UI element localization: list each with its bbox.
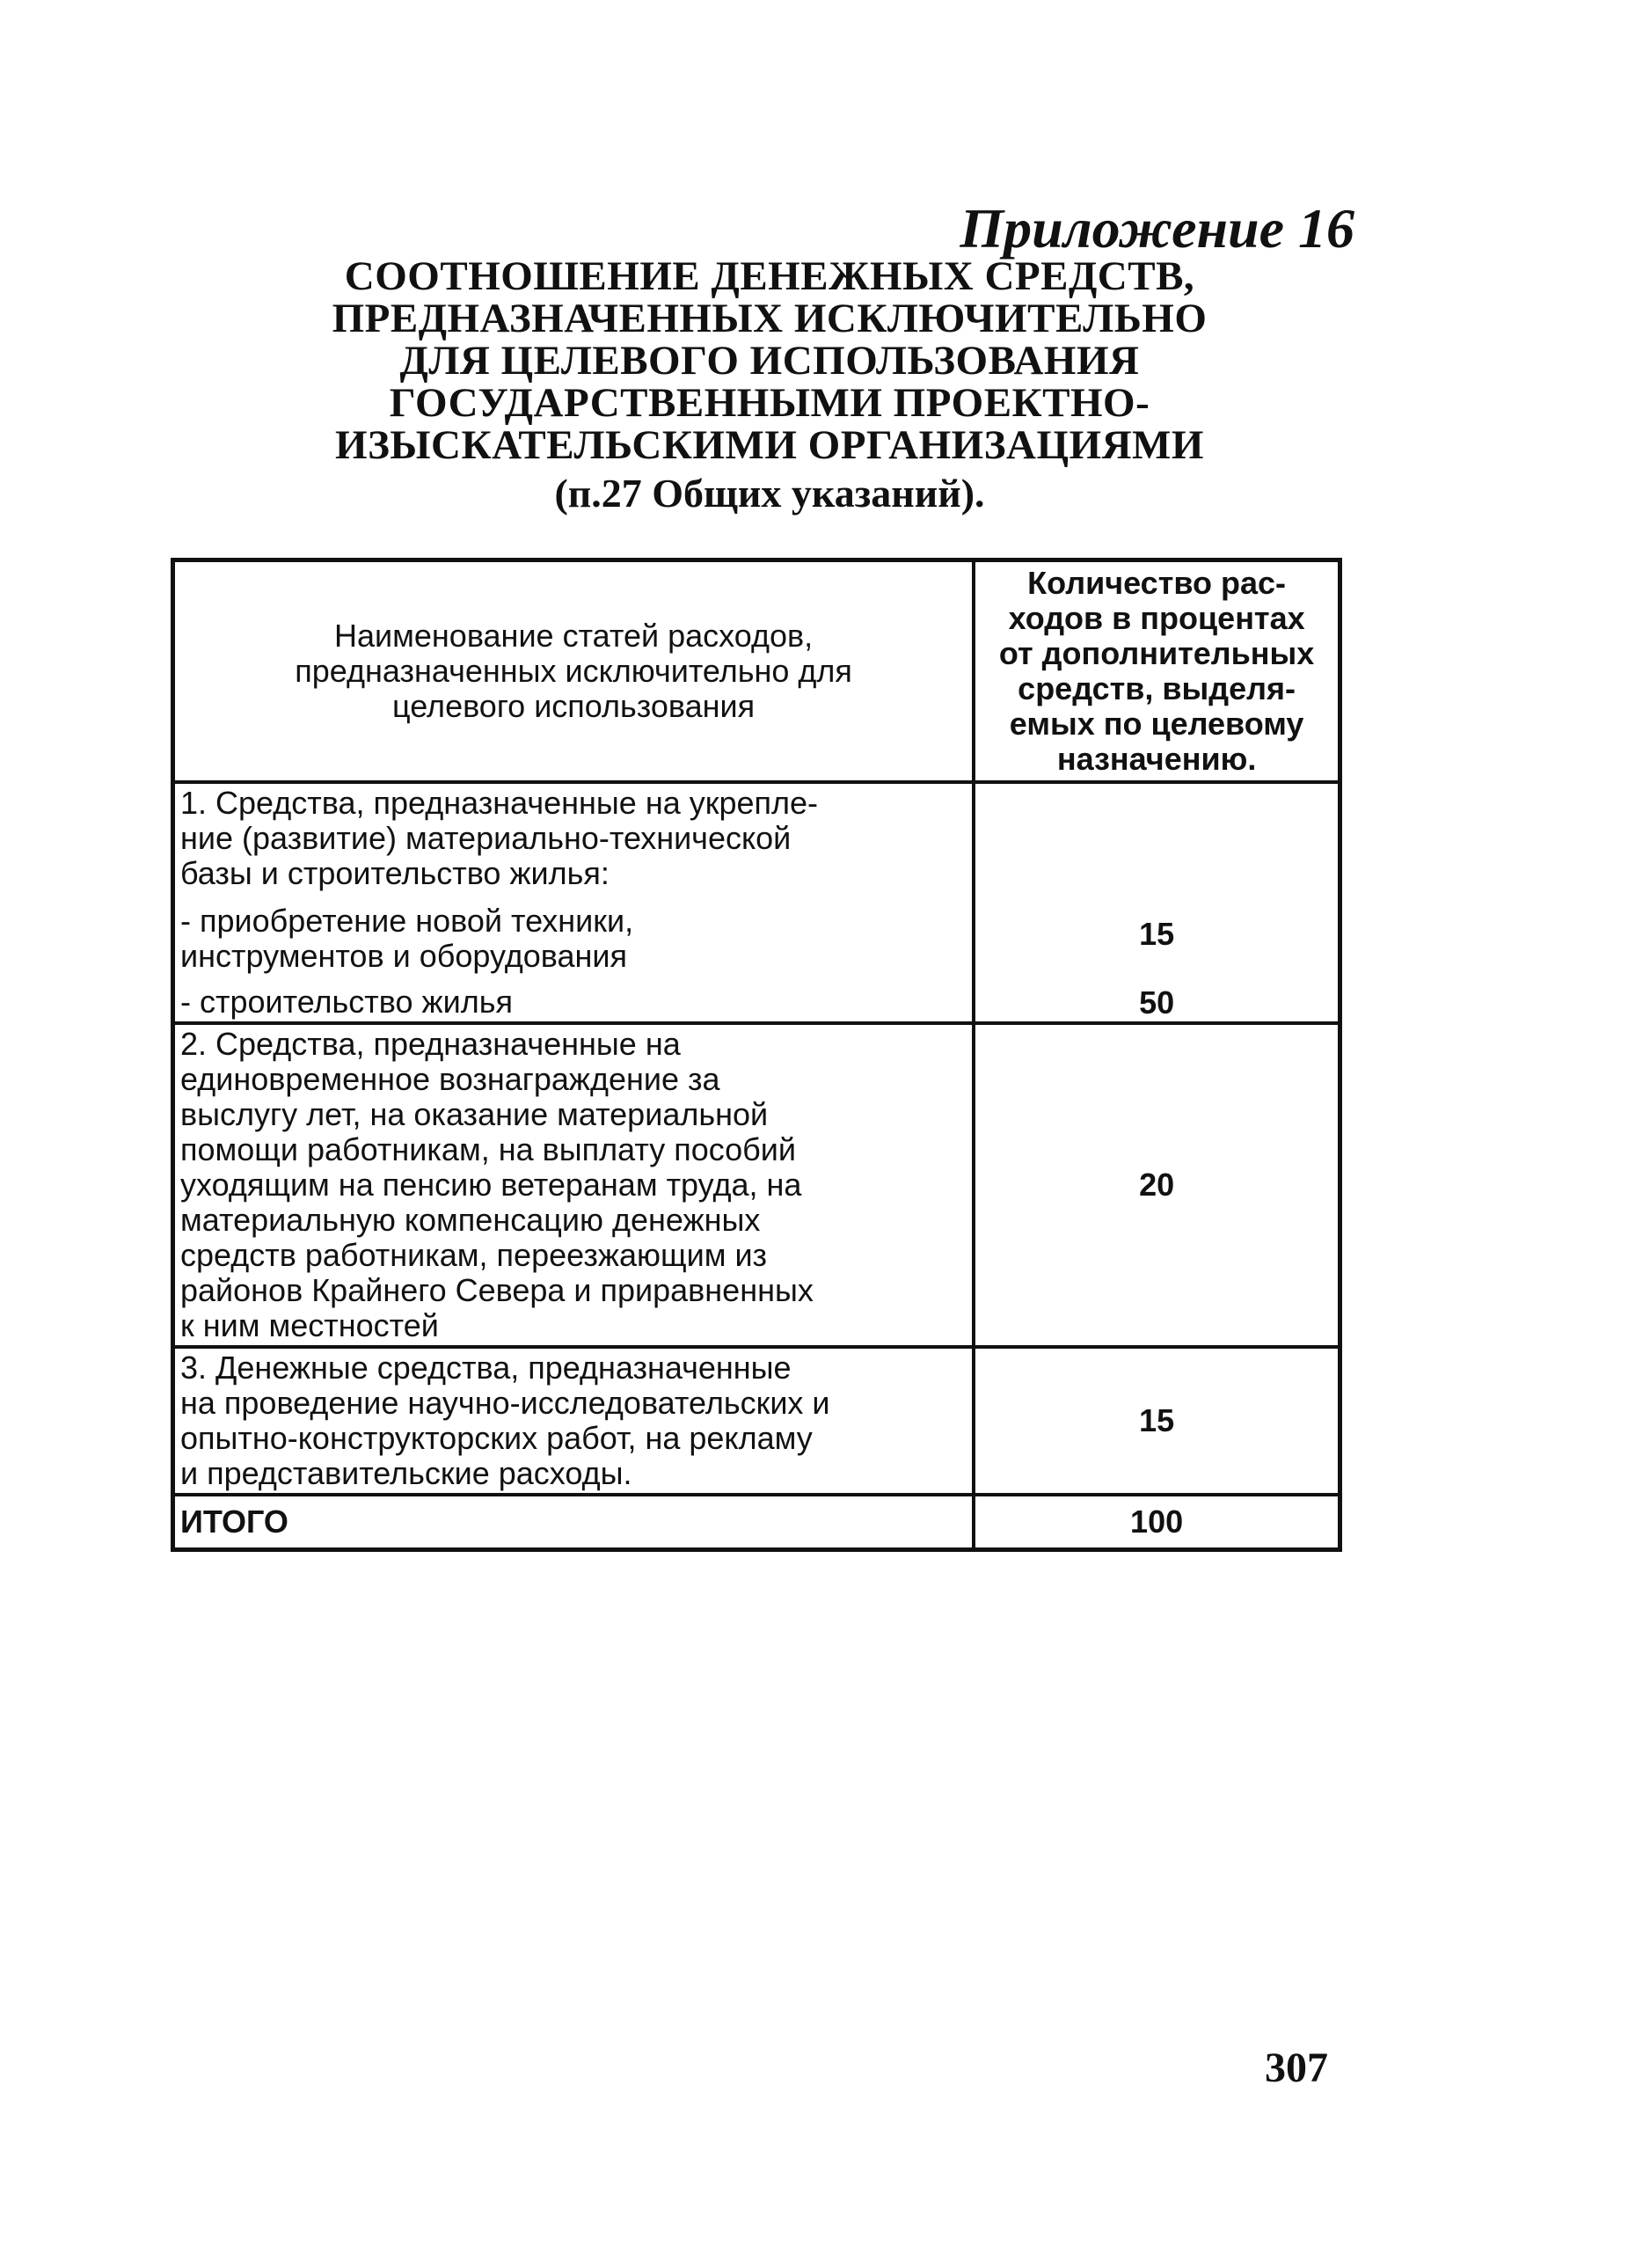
table-header-row: [173, 560, 1340, 783]
table-row: [173, 893, 1340, 976]
title-line: СООТНОШЕНИЕ ДЕНЕЖНЫХ СРЕДСТВ,: [344, 253, 1195, 299]
page-number: 307: [1265, 2045, 1328, 2091]
allocation-table-wrapper: [171, 558, 1342, 1552]
total-label: ИТОГО: [173, 1495, 975, 1550]
row-value: 50: [974, 976, 1340, 1023]
title-line: ПРЕДНАЗНАЧЕННЫХ ИСКЛЮЧИТЕЛЬНО: [332, 296, 1208, 341]
row-label-line: - строительство жилья: [180, 984, 513, 1020]
header-line: назначению.: [1056, 741, 1257, 777]
row-label-line: единовременное вознаграждение за: [180, 1061, 720, 1097]
header-line: от дополнительных: [998, 635, 1315, 671]
document-title: [237, 255, 1302, 466]
row-label-line: ние (развитие) материально-технической: [180, 820, 792, 856]
table-row: [173, 1023, 1340, 1347]
row-label-line: средств работникам, переезжающим из: [180, 1237, 768, 1273]
row-label-line: инструментов и оборудования: [180, 938, 628, 974]
table-total-row: [173, 1495, 1340, 1550]
header-line: предназначенных исключительно для: [295, 653, 852, 689]
header-line: Количество рас-: [1027, 565, 1286, 601]
row-label-line: на проведение научно-исследовательских и: [180, 1385, 830, 1421]
row-label: [173, 976, 975, 1023]
table-row: [173, 1347, 1340, 1495]
title-line: ГОСУДАРСТВЕННЫМИ ПРОЕКТНО-: [389, 380, 1150, 426]
row-label-line: уходящим на пенсию ветеранам труда, на: [180, 1167, 802, 1203]
allocation-table: [171, 558, 1342, 1552]
title-line: ДЛЯ ЦЕЛЕВОГО ИСПОЛЬЗОВАНИЯ: [399, 338, 1140, 384]
row-label-line: 3. Денежные средства, предназначенные: [180, 1350, 792, 1386]
row-value: 15: [974, 893, 1340, 976]
row-label: [173, 1347, 975, 1495]
row-label-line: опытно-конструкторских работ, на рекламу: [180, 1420, 813, 1456]
row-label-line: - приобретение новой техники,: [180, 903, 634, 939]
row-label-line: базы и строительство жилья:: [180, 855, 610, 891]
row-value: [974, 782, 1340, 893]
header-line: Наименование статей расходов,: [334, 618, 814, 654]
row-label-line: районов Крайнего Севера и приравненных: [180, 1272, 814, 1308]
header-line: средств, выделя-: [1018, 670, 1296, 706]
total-value: 100: [974, 1495, 1340, 1550]
column-header-percentage: [974, 560, 1340, 783]
title-line: ИЗЫСКАТЕЛЬСКИМИ ОРГАНИЗАЦИЯМИ: [335, 422, 1204, 468]
table-row: [173, 976, 1340, 1023]
header-line: емых по целевому: [1009, 706, 1304, 742]
row-label: [173, 893, 975, 976]
row-label-line: выслугу лет, на оказание материальной: [180, 1096, 769, 1132]
row-value: 15: [974, 1347, 1340, 1495]
row-label-line: материальную компенсацию денежных: [180, 1202, 761, 1238]
row-label: [173, 782, 975, 893]
row-label-line: и представительские расходы.: [180, 1455, 632, 1491]
row-label-line: 2. Средства, предназначенные на: [180, 1026, 681, 1062]
row-label-line: к ним местностей: [180, 1307, 439, 1343]
document-subtitle: (п.27 Общих указаний).: [554, 471, 985, 516]
table-row: [173, 782, 1340, 893]
row-label: [173, 1023, 975, 1347]
row-label-line: помощи работникам, на выплату пособий: [180, 1131, 797, 1167]
row-value: 20: [974, 1023, 1340, 1347]
header-line: ходов в процентах: [1008, 600, 1305, 636]
appendix-label: Приложение 16: [960, 197, 1354, 260]
column-header-expense-items: [173, 560, 975, 783]
row-label-line: 1. Средства, предназначенные на укрепле-: [180, 785, 819, 821]
header-line: целевого использования: [392, 688, 756, 724]
